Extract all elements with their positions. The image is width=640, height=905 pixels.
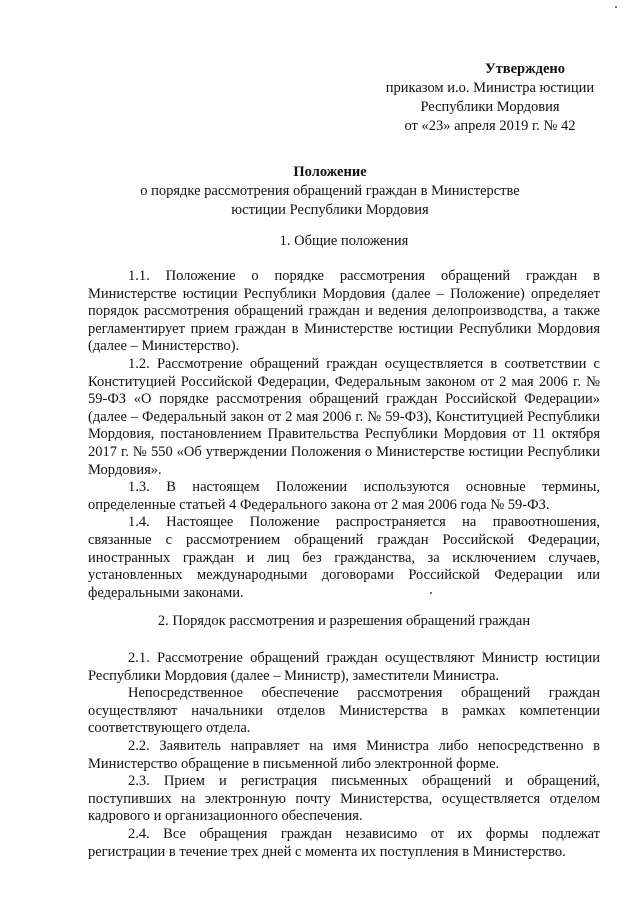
paragraph-1-2: 1.2. Рассмотрение обращений граждан осуществляется в соответствии с Конституцией Российской Федерации, Федеральным законом от 2 мая 2006 г. № 59-ФЗ «О порядке рассмотрения обращений граждан Российской Федерации» (далее – Федеральный закон от 2 мая 2006 г. № 59-ФЗ), Конституцией Республики Мордовия, постановлением Правительства Республики Мордовия от 11 октября 2017 г. № 550 «Об утверждении Положения о Министерстве юстиции Республики Мордовия». (88, 355, 600, 478)
paragraph-1-1: 1.1. Положение о порядке рассмотрения обращений граждан в Министерстве юстиции Республики Мордовия (далее – Положение) определяет порядок рассмотрения обращений граждан и ведения делопроизводства, а также регламентирует прием граждан в Министерстве юстиции Республики Мордовия (далее – Министерство). (88, 268, 600, 355)
approval-region-line: Республики Мордовия (420, 99, 560, 115)
approval-block (360, 60, 620, 136)
scan-speck (615, 6, 617, 8)
paragraph-2-1-cont: Непосредственное обеспечение рассмотрения обращений граждан осуществляют начальники отделов Министерства в рамках компетенции соответствующего отдела. (88, 685, 600, 737)
paragraph-2-3: 2.3. Прием и регистрация письменных обращений и обращений, поступивших на электронную почту Министерства, осуществляется отделом кадрового и организационного обеспечения. (88, 773, 600, 825)
section2-body (88, 650, 600, 861)
section1-body (88, 268, 600, 602)
paragraph-1-3: 1.3. В настоящем Положении используются основные термины, определенные статьей 4 Федерального закона от 2 мая 2006 года № 59-ФЗ. (88, 479, 600, 513)
section2-heading: 2. Порядок рассмотрения и разрешения обращений граждан (157, 613, 531, 629)
title-main: Положение (293, 164, 367, 180)
approval-order-line: приказом и.о. Министра юстиции (385, 80, 595, 96)
section1-heading: 1. Общие положения (279, 233, 409, 249)
paragraph-2-1: 2.1. Рассмотрение обращений граждан осуществляют Министр юстиции Республики Мордовия (далее – Министр), заместители Министра. (88, 650, 600, 684)
paragraph-1-4: 1.4. Настоящее Положение распространяется на правоотношения, связанные с рассмотрением обращений граждан Российской Федерации, иностранных граждан и лиц без гражданства, за исключением случаев, установленных международными договорами Российской Федерации или федеральными законами. (88, 514, 600, 601)
title-subtitle-line2: юстиции Республики Мордовия (231, 202, 429, 218)
title-subtitle-line1: о порядке рассмотрения обращений граждан в Министерстве (140, 183, 520, 199)
scan-speck (430, 592, 432, 594)
document-title (100, 163, 560, 220)
approval-heading: Утверждено (485, 61, 565, 77)
paragraph-2-4: 2.4. Все обращения граждан независимо от их формы подлежат регистрации в течение трех дней с момента их поступления в Министерство. (88, 825, 600, 860)
approval-date-line: от «23» апреля 2019 г. № 42 (404, 118, 576, 134)
paragraph-2-2: 2.2. Заявитель направляет на имя Министра либо непосредственно в Министерство обращение в письменной либо электронной форме. (88, 737, 600, 772)
